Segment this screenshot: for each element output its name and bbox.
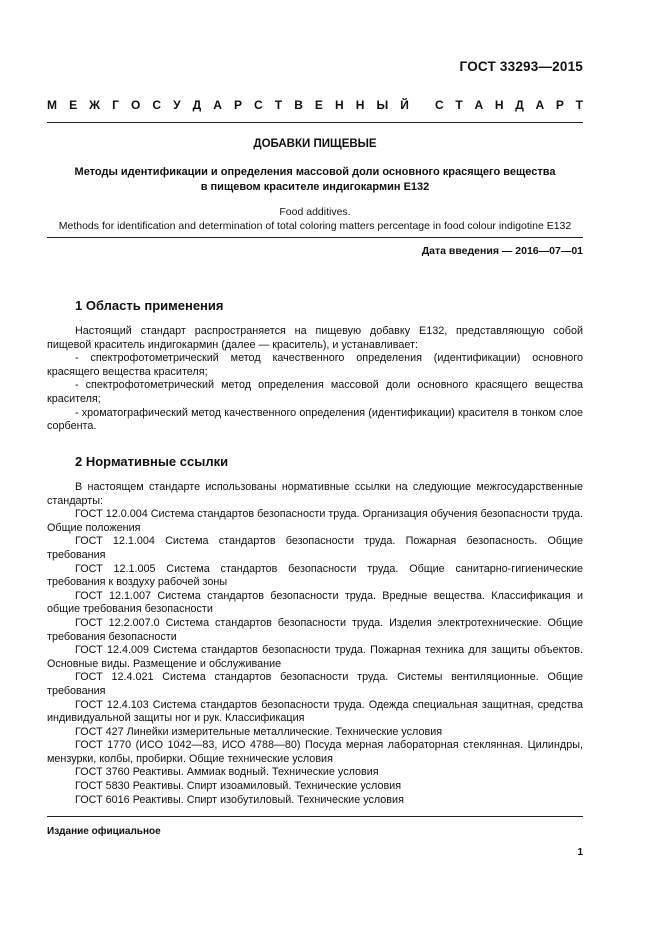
section-1-paragraph: - спектрофотометрический метод определения массовой доли основного красящего вещества красителя; — [47, 379, 583, 405]
section-1-heading: 1 Область применения — [75, 298, 224, 313]
reference-item: ГОСТ 12.0.004 Система стандартов безопасности труда. Организация обучения безопасности труда. Общие положения — [47, 508, 583, 534]
section-1-paragraph: - спектрофотометрический метод качественного определения (идентификации) основного красящего вещества красителя; — [47, 352, 583, 378]
introduction-date: Дата введения — 2016—07—01 — [421, 245, 583, 257]
gost-number: ГОСТ 33293—2015 — [459, 59, 583, 74]
page-number: 1 — [577, 847, 583, 858]
interstate-word-2: С Т А Н Д А Р Т — [435, 98, 583, 112]
reference-item: ГОСТ 3760 Реактивы. Аммиак водный. Технические условия — [75, 766, 379, 779]
document-subtitle: Методы идентификации и определения массовой доли основного красящего вещества в пищевом красителе индигокармин Е132 — [74, 166, 556, 193]
section-2-body — [47, 481, 583, 807]
section-2-intro: В настоящем стандарте использованы нормативные ссылки на следующие межгосударственные стандарты: — [47, 481, 583, 507]
section-1-paragraph: Настоящий стандарт распространяется на пищевую добавку Е132, представляющую собой пищевой краситель индигокармин (далее — краситель), и устанавливает: — [47, 325, 583, 351]
reference-item: ГОСТ 1770 (ИСО 1042—83, ИСО 4788—80) Посуда мерная лабораторная стеклянная. Цилиндры, мензурки, колбы, пробирки. Общие технические условия — [47, 739, 583, 765]
official-edition-label: Издание официальное — [47, 826, 161, 837]
english-title: Food additives. Methods for identification and determination of total coloring matters percentage in food colour indigotine E132 — [58, 206, 572, 232]
reference-item: ГОСТ 427 Линейки измерительные металлические. Технические условия — [75, 725, 443, 738]
section-1-paragraph: - хроматографический метод качественного определения (идентификации) красителя в тонком слое сорбента. — [47, 406, 583, 433]
reference-item: ГОСТ 12.1.005 Система стандартов безопасности труда. Общие санитарно-гигиенические требования к воздуху рабочей зоны — [47, 562, 583, 589]
divider-top — [47, 122, 583, 123]
reference-item: ГОСТ 12.4.103 Система стандартов безопасности труда. Одежда специальная защитная, средства индивидуальной защиты ног и рук. Классификация — [47, 698, 583, 725]
reference-item: ГОСТ 5830 Реактивы. Спирт изоамиловый. Технические условия — [75, 780, 402, 793]
reference-item: ГОСТ 12.1.007 Система стандартов безопасности труда. Вредные вещества. Классификация и общие требования безопасности — [47, 589, 583, 616]
divider-middle — [47, 237, 583, 238]
section-1-body — [47, 325, 583, 434]
reference-item: ГОСТ 12.4.009 Система стандартов безопасности труда. Пожарная техника для защиты объектов. Основные виды. Размещение и обслуживание — [47, 644, 583, 670]
reference-item: ГОСТ 12.4.021 Система стандартов безопасности труда. Системы вентиляционные. Общие требования — [47, 671, 583, 697]
document-title: ДОБАВКИ ПИЩЕВЫЕ — [253, 138, 377, 150]
reference-item: ГОСТ 6016 Реактивы. Спирт изобутиловый. Технические условия — [75, 793, 404, 806]
interstate-word-1: М Е Ж Г О С У Д А Р С Т В Е Н Н Ы Й — [47, 98, 409, 112]
divider-footer — [47, 816, 583, 817]
reference-item: ГОСТ 12.1.004 Система стандартов безопасности труда. Пожарная безопасность. Общие требования — [47, 535, 583, 561]
interstate-standard-heading — [47, 98, 583, 112]
section-2-heading: 2 Нормативные ссылки — [75, 454, 229, 469]
reference-item: ГОСТ 12.2.007.0 Система стандартов безопасности труда. Изделия электротехнические. Общие требования безопасности — [47, 616, 583, 643]
